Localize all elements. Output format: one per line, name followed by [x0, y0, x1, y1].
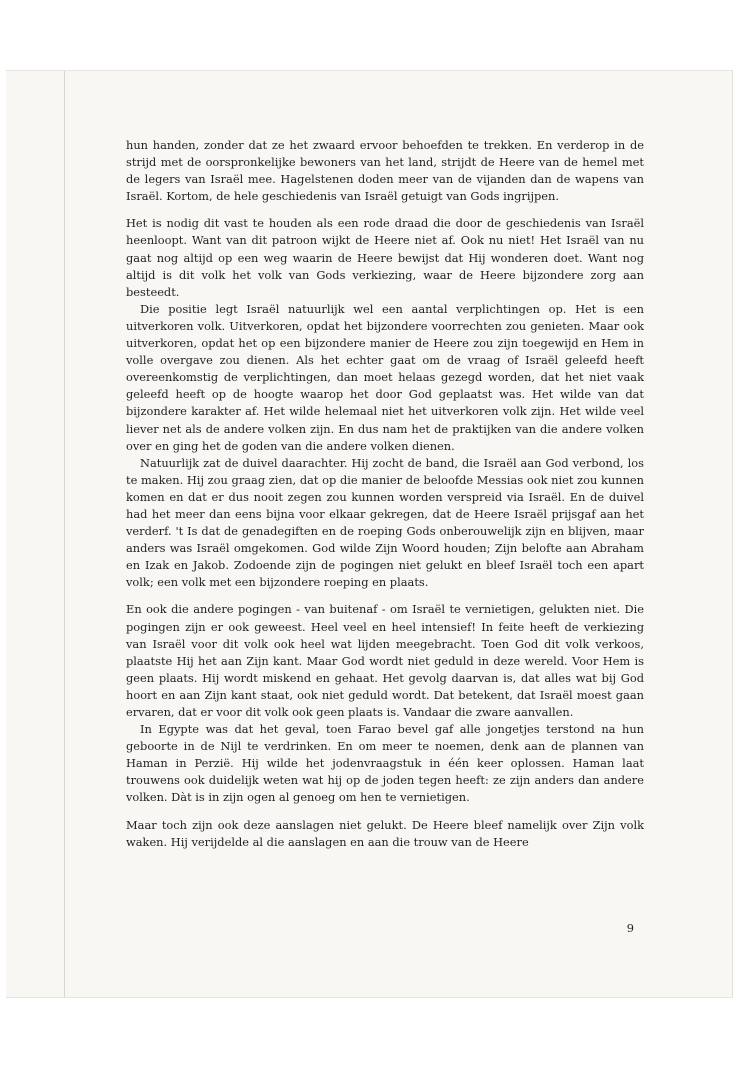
- paragraph-7: Maar toch zijn ook deze aanslagen niet gelukt. De Heere bleef namelijk over Zijn volk waken. Hij verijdelde al die aanslagen en aan die trouw van de Heere: [126, 817, 644, 849]
- paragraph-5: En ook die andere pogingen - van buitenaf - om Israël te vernietigen, gelukten niet. Die pogingen zijn er ook geweest. Heel veel en heel intensief! In feite heeft de verkiezing van Israël voor dit volk ook heel wat lijden meegebracht. Toen God dit volk verkoos, plaatste Hij het aan Zijn kant. Maar God wordt niet geduld in deze wereld. Voor Hem is geen plaats. Hij wordt miskend en gehaat. Het gevolg daarvan is, dat alles wat bij God hoort en aan Zijn kant staat, ook niet geduld wordt. Dat betekent, dat Israël moest gaan ervaren, dat er voor dit volk ook geen plaats is. Vandaar die zware aanvallen.: [126, 602, 644, 719]
- paragraph-4: Natuurlijk zat de duivel daarachter. Hij zocht de band, die Israël aan God verbond, los te maken. Hij zou graag zien, dat op die manier de beloofde Messias ook niet zou kunnen komen en dat er dus nooit zegen zou kunnen worden verspreid via Israël. En de duivel had het meer dan eens bijna voor elkaar gekregen, dat de Heere Israël prijsgaf aan het verderf. 't Is dat de genadegiften en de roeping Gods onberouwelijk zijn en blijven, maar anders was Israël omgekomen. God wilde Zijn Woord houden; Zijn belofte aan Abraham en Izak en Jakob. Zodoende zijn de pogingen niet gelukt en bleef Israël toch een apart volk; een volk met een bijzondere roeping en plaats.: [126, 455, 644, 590]
- body-text: [126, 137, 644, 851]
- page-number: 9: [626, 921, 634, 935]
- paragraph-1: hun handen, zonder dat ze het zwaard ervoor behoefden te trekken. En verderop in de strijd met de oorspronkelijke bewoners van het land, strijdt de Heere van de hemel met de legers van Israël mee. Hagelstenen doden meer van de vijanden dan de wapens van Israël. Kortom, de hele geschiedenis van Israël getuigt van Gods ingrijpen.: [126, 138, 644, 204]
- book-page: [6, 70, 733, 998]
- paragraph-6: In Egypte was dat het geval, toen Farao bevel gaf alle jongetjes terstond na hun geboorte in de Nijl te verdrinken. En om meer te noemen, denk aan de plannen van Haman in Perzië. Hij wilde het jodenvraagstuk in één keer oplossen. Haman laat trouwens ook duidelijk weten wat hij op de joden tegen heeft: ze zijn anders dan andere volken. Dàt is in zijn ogen al genoeg om hen te vernietigen.: [126, 722, 644, 805]
- binding-edge: [64, 71, 65, 997]
- paragraph-3: Die positie legt Israël natuurlijk wel een aantal verplichtingen op. Het is een uitverkoren volk. Uitverkoren, opdat het bijzondere voorrechten zou genieten. Maar ook uitverkoren, opdat het op een bijzondere manier de Heere zou zijn toegewijd en Hem in volle overgave zou dienen. Als het echter gaat om de vraag of Israël geleefd heeft overeenkomstig de verplichtingen, dan moet helaas gezegd worden, dat het niet vaak geleefd heeft op de hoogte waarop het door God geplaatst was. Het wilde van dat bijzondere karakter af. Het wilde helemaal niet het uitverkoren volk zijn. Het wilde veel liever net als de andere volken zijn. En dus nam het de praktijken van die andere volken over en ging het de goden van die andere volken dienen.: [126, 301, 644, 453]
- paragraph-2: Het is nodig dit vast te houden als een rode draad die door de geschiedenis van Israël heenloopt. Want van dit patroon wijkt de Heere niet af. Ook nu niet! Het Israël van nu gaat nog altijd op een weg waarin de Heere bewijst dat Hij wonderen doet. Want nog altijd is dit volk het volk van Gods verkiezing, waar de Heere bijzondere zorg aan besteedt.: [126, 216, 644, 299]
